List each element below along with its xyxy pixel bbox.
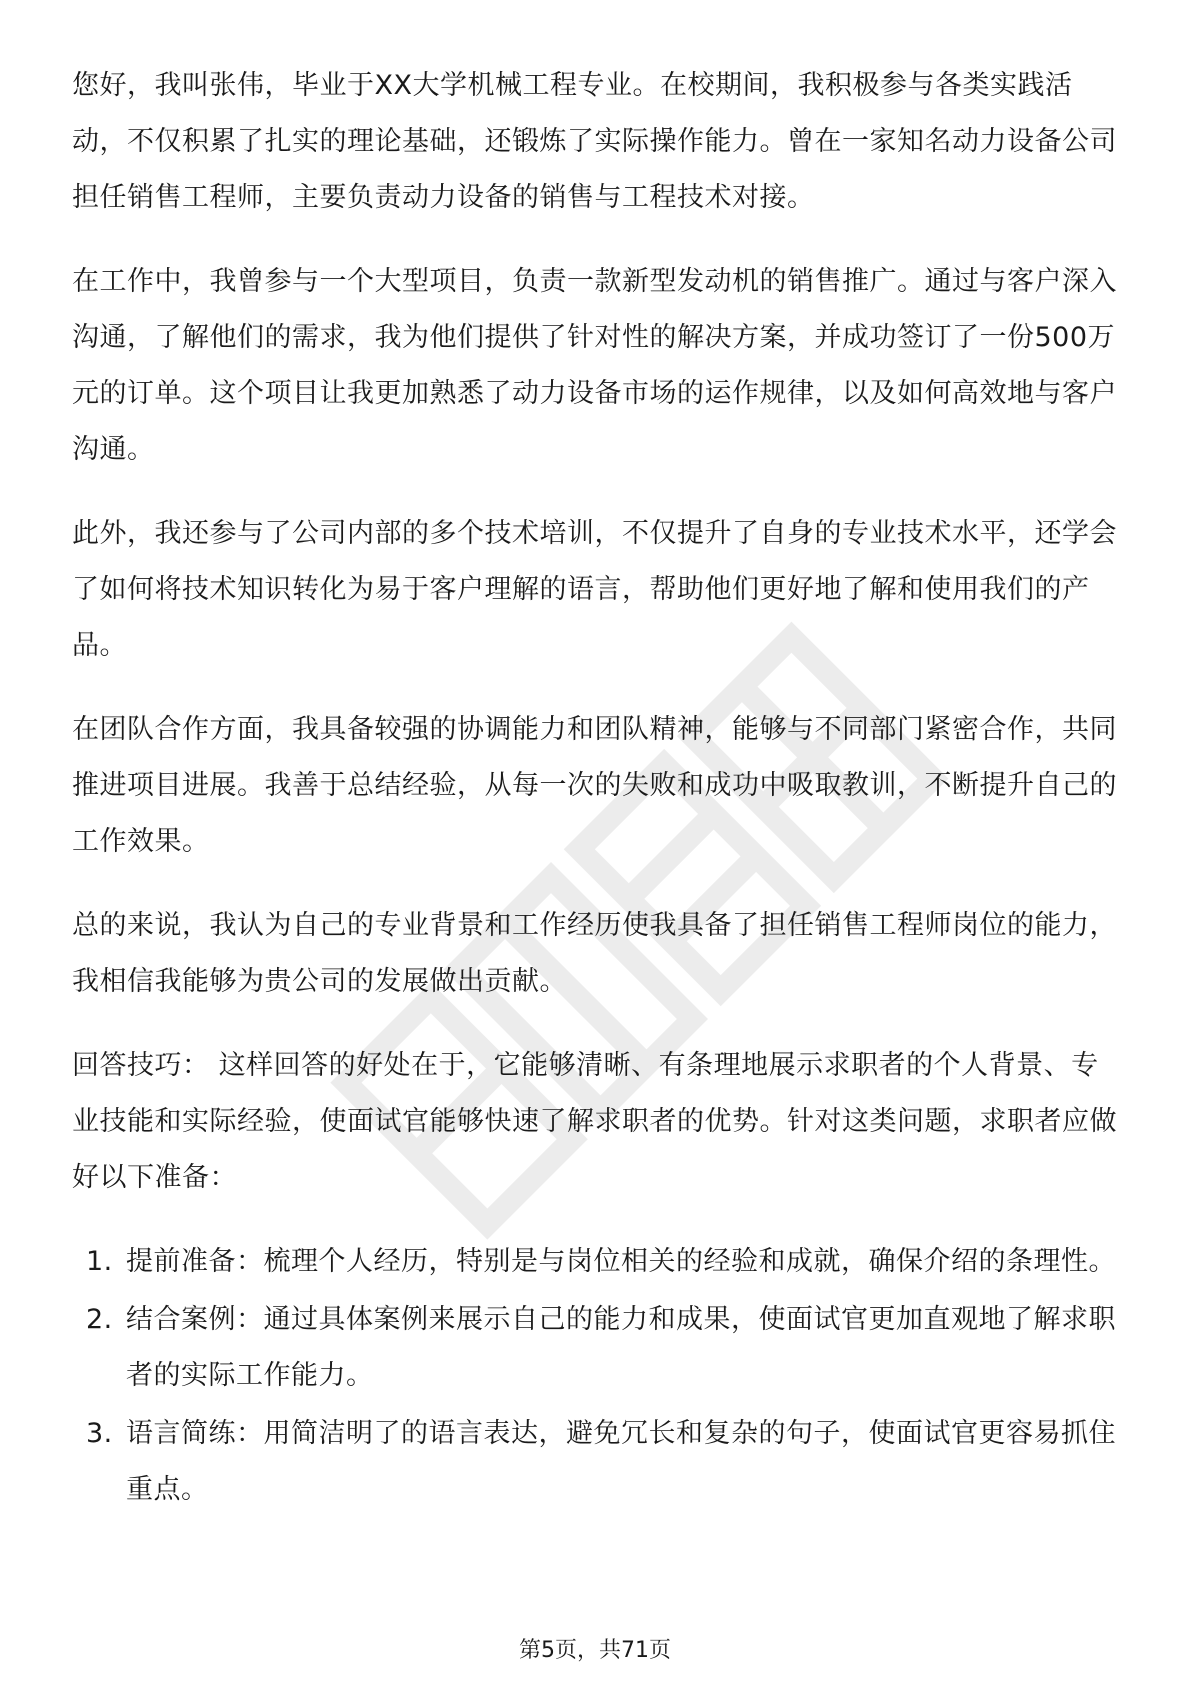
list-number: 2. [86, 1304, 113, 1335]
list-item-text: 提前准备：梳理个人经历，特别是与岗位相关的经验和成就，确保介绍的条理性。 [126, 1246, 1116, 1277]
paragraph-training: 此外，我还参与了公司内部的多个技术培训，不仅提升了自身的专业技术水平，还学会了如何将技术知识转化为易于客户理解的语言，帮助他们更好地了解和使用我们的产品。 [72, 518, 1117, 661]
list-item-text: 语言简练：用简洁明了的语言表达，避免冗长和复杂的句子，使面试官更容易抓住重点。 [126, 1418, 1116, 1505]
paragraph-project: 在工作中，我曾参与一个大型项目，负责一款新型发动机的销售推广。通过与客户深入沟通，了解他们的需求，我为他们提供了针对性的解决方案，并成功签订了一份500万元的订单。这个项目让我更加熟悉了动力设备市场的运作规律，以及如何高效地与客户沟通。 [72, 266, 1117, 465]
list-item [72, 1406, 1122, 1518]
list-item [72, 1234, 1122, 1290]
paragraph-intro: 您好，我叫张伟，毕业于XX大学机械工程专业。在校期间，我积极参与各类实践活动，不仅积累了扎实的理论基础，还锻炼了实际操作能力。曾在一家知名动力设备公司担任销售工程师，主要负责动力设备的销售与工程技术对接。 [72, 70, 1117, 213]
tips-list [72, 1234, 1122, 1518]
paragraph-teamwork: 在团队合作方面，我具备较强的协调能力和团队精神，能够与不同部门紧密合作，共同推进项目进展。我善于总结经验，从每一次的失败和成功中吸取教训，不断提升自己的工作效果。 [72, 714, 1117, 857]
paragraph-answer-tips: 回答技巧： 这样回答的好处在于，它能够清晰、有条理地展示求职者的个人背景、专业技能和实际经验，使面试官能够快速了解求职者的优势。针对这类问题，求职者应做好以下准备： [72, 1050, 1117, 1193]
list-number: 3. [86, 1418, 113, 1449]
list-item-text: 结合案例：通过具体案例来展示自己的能力和成果，使面试官更加直观地了解求职者的实际工作能力。 [126, 1304, 1116, 1391]
list-item [72, 1292, 1122, 1404]
page-footer: 第5页，共71页 [519, 1638, 671, 1663]
list-number: 1. [86, 1246, 113, 1277]
main-content [72, 58, 1122, 1520]
paragraph-summary: 总的来说，我认为自己的专业背景和工作经历使我具备了担任销售工程师岗位的能力，我相信我能够为贵公司的发展做出贡献。 [72, 910, 1117, 997]
